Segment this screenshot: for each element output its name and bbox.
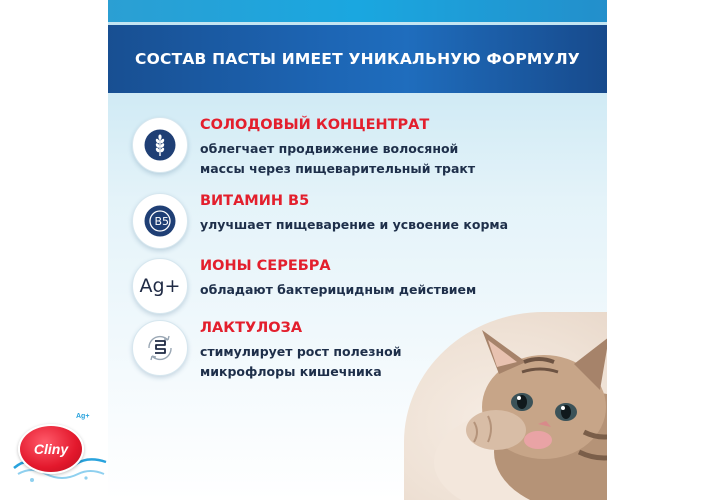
header-title: СОСТАВ ПАСТЫ ИМЕЕТ УНИКАЛЬНУЮ ФОРМУЛУ	[135, 50, 580, 68]
feature-title: СОЛОДОВЫЙ КОНЦЕНТРАТ	[200, 117, 430, 133]
intestine-icon	[132, 320, 188, 376]
vitamin-b5-icon	[132, 193, 188, 249]
logo-brand-text: Cliny	[33, 441, 69, 457]
top-color-strip	[108, 0, 607, 22]
kitten-image	[404, 312, 607, 500]
feature-title: ЛАКТУЛОЗА	[200, 320, 303, 336]
feature-title: ВИТАМИН В5	[200, 193, 310, 209]
vitamin-b5-label: B5	[154, 215, 170, 228]
feature-description	[200, 139, 530, 179]
cliny-logo	[12, 412, 112, 492]
logo-superscript: Ag+	[76, 413, 90, 420]
silver-ions-icon	[132, 258, 188, 314]
wheat-icon	[132, 117, 188, 173]
feature-description	[200, 215, 530, 235]
header-band	[108, 25, 607, 93]
feature-title: ИОНЫ СЕРЕБРА	[200, 258, 331, 274]
feature-description	[200, 280, 530, 300]
product-info-panel	[108, 0, 607, 500]
feature-description-line: стимулирует рост полезной	[200, 344, 402, 359]
feature-description-line: обладают бактерицидным действием	[200, 282, 477, 297]
feature-description-line: улучшает пищеварение и усвоение корма	[200, 217, 509, 232]
feature-description-line: облегчает продвижение волосяной	[200, 141, 459, 156]
feature-description-line: микрофлоры кишечника	[200, 364, 382, 379]
feature-description-line: массы через пищеварительный тракт	[200, 161, 476, 176]
logo-badge	[18, 424, 84, 474]
silver-ions-label: Ag+	[139, 275, 181, 297]
